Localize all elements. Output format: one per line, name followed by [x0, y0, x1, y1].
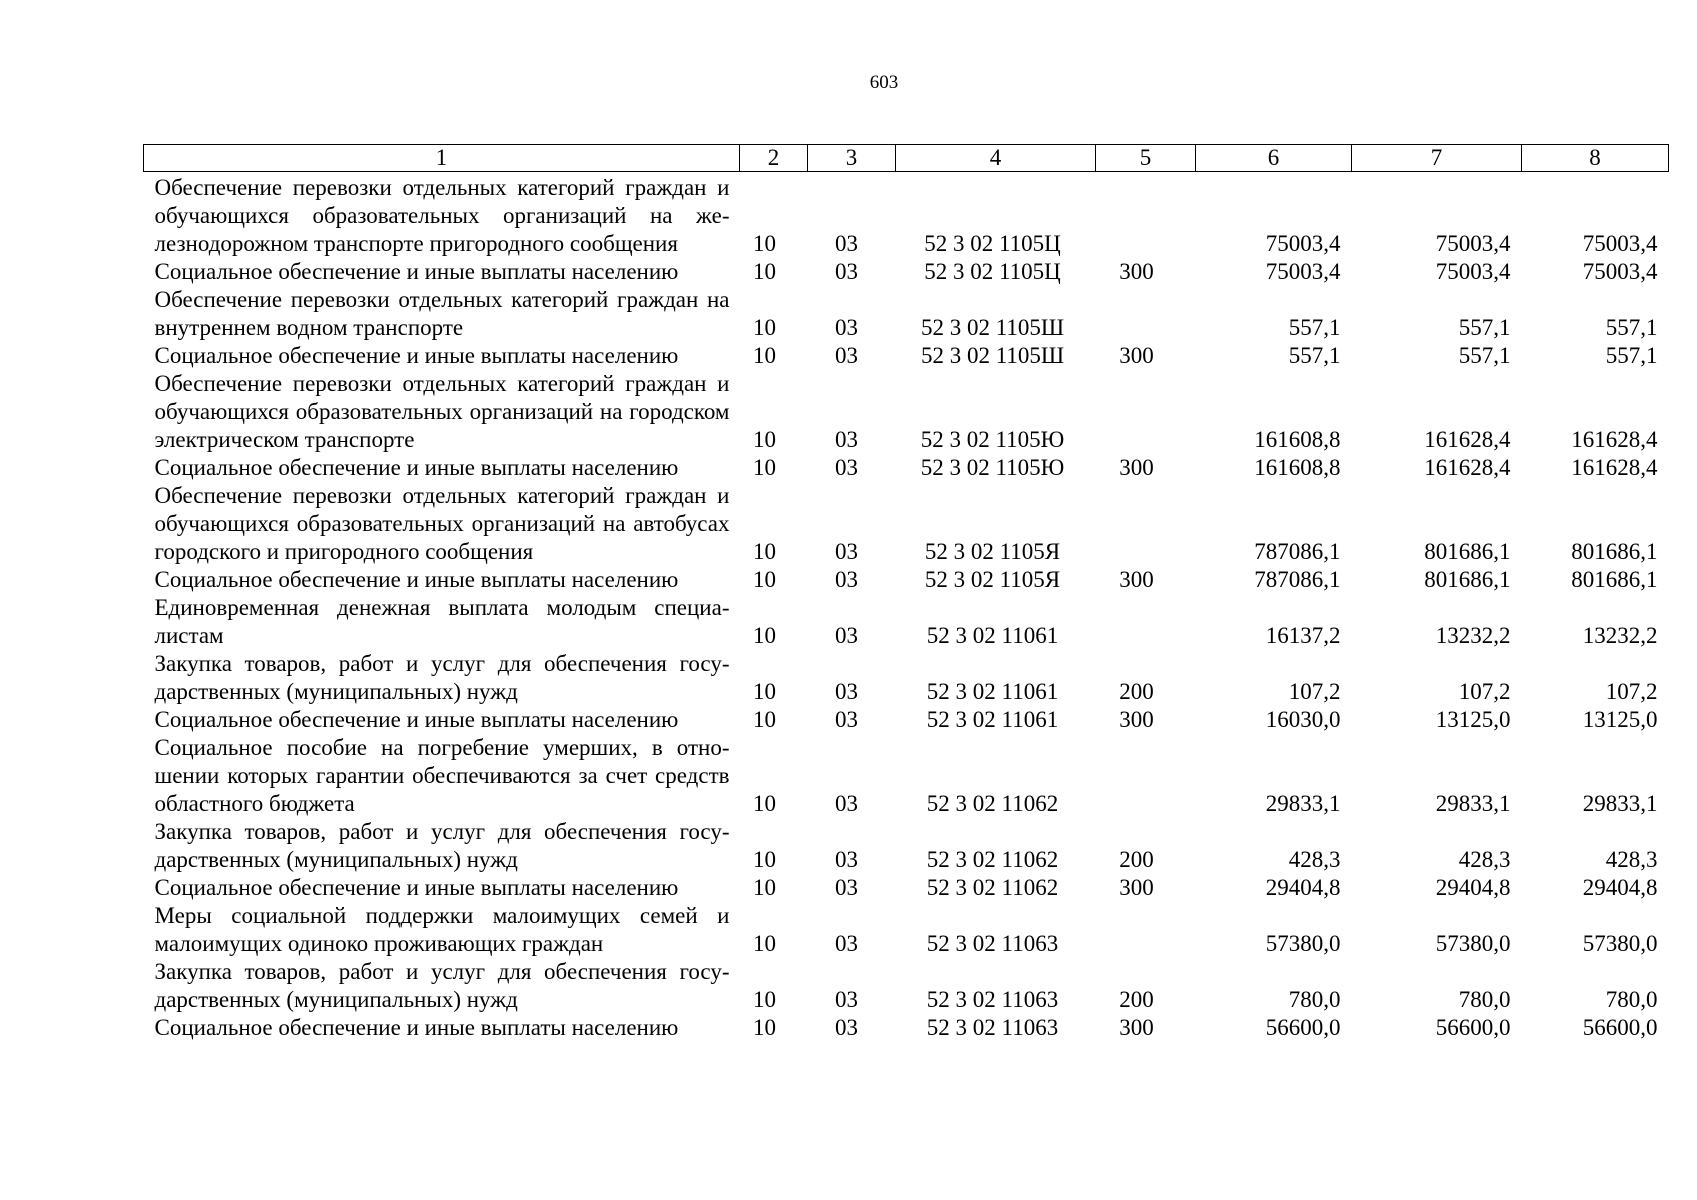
item-name: Единовременная денежная выплата молодым специалистам	[154, 595, 730, 648]
expense-type-code: 200	[1119, 987, 1154, 1012]
amount-col-6: 29404,8	[1265, 875, 1341, 900]
section-code: 10	[753, 427, 776, 452]
amount-col-6: 75003,4	[1265, 231, 1341, 256]
amount-col-8: 801686,1	[1571, 539, 1658, 564]
table-row	[144, 594, 1669, 650]
item-name: Обеспечение перевозки отдельных категорий граждан и обучающихся образовательных организаций на городском электрическом транспорте	[154, 371, 730, 452]
amount-col-7: 801686,1	[1424, 539, 1511, 564]
subsection-code: 03	[835, 231, 858, 256]
page-number: 603	[869, 72, 899, 93]
table-row	[144, 706, 1669, 734]
subsection-code: 03	[835, 679, 858, 704]
amount-col-6: 557,1	[1288, 315, 1341, 340]
expense-type-code: 200	[1119, 847, 1154, 872]
target-article-code: 52 3 02 11063	[926, 1015, 1059, 1040]
column-header-8: 8	[1522, 145, 1669, 172]
amount-col-8: 29833,1	[1582, 791, 1658, 816]
column-header-3: 3	[808, 145, 896, 172]
budget-table	[143, 144, 1669, 1042]
amount-col-8: 107,2	[1605, 679, 1658, 704]
amount-col-7: 161628,4	[1424, 427, 1511, 452]
target-article-code: 52 3 02 1105Я	[924, 567, 1061, 592]
section-code: 10	[753, 987, 776, 1012]
amount-col-7: 29833,1	[1435, 791, 1511, 816]
amount-col-8: 557,1	[1605, 315, 1658, 340]
amount-col-8: 29404,8	[1582, 875, 1658, 900]
section-code: 10	[753, 679, 776, 704]
expense-type-code	[1096, 734, 1196, 818]
section-code: 10	[753, 847, 776, 872]
table-row	[144, 566, 1669, 594]
subsection-code: 03	[835, 1015, 858, 1040]
expense-type-code	[1096, 370, 1196, 454]
expense-type-code: 300	[1119, 567, 1154, 592]
target-article-code: 52 3 02 11062	[926, 791, 1059, 816]
item-name: Социальное обеспечение и иные выплаты населению	[154, 259, 679, 284]
table-row	[144, 342, 1669, 370]
amount-col-6: 16030,0	[1265, 707, 1341, 732]
target-article-code: 52 3 02 11063	[926, 931, 1059, 956]
item-name: Социальное обеспечение и иные выплаты населению	[154, 1015, 679, 1040]
target-article-code: 52 3 02 1105Ц	[924, 231, 1061, 256]
section-code: 10	[753, 623, 776, 648]
target-article-code: 52 3 02 1105Ш	[920, 343, 1065, 368]
section-code: 10	[753, 315, 776, 340]
subsection-code: 03	[835, 315, 858, 340]
subsection-code: 03	[835, 987, 858, 1012]
subsection-code: 03	[835, 567, 858, 592]
subsection-code: 03	[835, 427, 858, 452]
amount-col-8: 161628,4	[1571, 455, 1658, 480]
target-article-code: 52 3 02 11061	[926, 707, 1059, 732]
section-code: 10	[753, 231, 776, 256]
subsection-code: 03	[835, 931, 858, 956]
table-row	[144, 286, 1669, 342]
table-row	[144, 902, 1669, 958]
table-row	[144, 370, 1669, 454]
amount-col-7: 29404,8	[1435, 875, 1511, 900]
item-name: Закупка товаров, работ и услуг для обеспечения государственных (муниципальных) нужд	[154, 651, 730, 704]
amount-col-8: 13125,0	[1582, 707, 1658, 732]
amount-col-8: 780,0	[1605, 987, 1658, 1012]
section-code: 10	[753, 539, 776, 564]
subsection-code: 03	[835, 343, 858, 368]
column-header-7: 7	[1352, 145, 1522, 172]
target-article-code: 52 3 02 11062	[926, 875, 1059, 900]
section-code: 10	[753, 931, 776, 956]
amount-col-6: 56600,0	[1265, 1015, 1341, 1040]
item-name: Социальное обеспечение и иные выплаты населению	[154, 875, 679, 900]
section-code: 10	[753, 455, 776, 480]
amount-col-6: 161608,8	[1254, 455, 1341, 480]
amount-col-6: 29833,1	[1265, 791, 1341, 816]
amount-col-7: 13232,2	[1435, 623, 1511, 648]
subsection-code: 03	[835, 791, 858, 816]
column-header-6: 6	[1196, 145, 1352, 172]
column-header-5: 5	[1096, 145, 1196, 172]
expense-type-code: 300	[1119, 707, 1154, 732]
item-name: Обеспечение перевозки отдельных категорий граждан на внутреннем водном транспорте	[154, 287, 730, 340]
item-name: Обеспечение перевозки отдельных категорий граждан и обучающихся образовательных организаций на автобусах городского и пригородного сообщения	[154, 483, 730, 564]
expense-type-code: 300	[1119, 259, 1154, 284]
amount-col-7: 428,3	[1458, 847, 1511, 872]
column-header-4: 4	[896, 145, 1096, 172]
target-article-code: 52 3 02 1105Ю	[920, 455, 1065, 480]
table-row	[144, 258, 1669, 286]
table-body	[144, 172, 1669, 1043]
subsection-code: 03	[835, 623, 858, 648]
expense-type-code	[1096, 482, 1196, 566]
amount-col-8: 56600,0	[1582, 1015, 1658, 1040]
amount-col-8: 75003,4	[1582, 231, 1658, 256]
target-article-code: 52 3 02 1105Ю	[920, 427, 1065, 452]
subsection-code: 03	[835, 455, 858, 480]
amount-col-7: 780,0	[1458, 987, 1511, 1012]
table-row	[144, 172, 1669, 259]
expense-type-code	[1096, 286, 1196, 342]
amount-col-8: 801686,1	[1571, 567, 1658, 592]
expense-type-code: 300	[1119, 455, 1154, 480]
section-code: 10	[753, 259, 776, 284]
subsection-code: 03	[835, 259, 858, 284]
table-row	[144, 482, 1669, 566]
table-row	[144, 958, 1669, 1014]
item-name: Обеспечение перевозки отдельных категорий граждан и обучающихся образовательных организаций на железнодорожном транспорте пригородного сообщения	[154, 175, 730, 256]
section-code: 10	[753, 567, 776, 592]
amount-col-7: 801686,1	[1424, 567, 1511, 592]
item-name: Социальное обеспечение и иные выплаты населению	[154, 707, 679, 732]
table-header	[144, 145, 1669, 172]
subsection-code: 03	[835, 707, 858, 732]
target-article-code: 52 3 02 1105Ц	[924, 259, 1061, 284]
amount-col-8: 57380,0	[1582, 931, 1658, 956]
amount-col-6: 428,3	[1288, 847, 1341, 872]
section-code: 10	[753, 343, 776, 368]
amount-col-6: 57380,0	[1265, 931, 1341, 956]
item-name: Закупка товаров, работ и услуг для обеспечения государственных (муниципальных) нужд	[154, 959, 730, 1012]
amount-col-7: 57380,0	[1435, 931, 1511, 956]
amount-col-6: 787086,1	[1254, 567, 1341, 592]
target-article-code: 52 3 02 11062	[926, 847, 1059, 872]
section-code: 10	[753, 791, 776, 816]
amount-col-6: 16137,2	[1265, 623, 1341, 648]
section-code: 10	[753, 1015, 776, 1040]
item-name: Социальное обеспечение и иные выплаты населению	[154, 343, 679, 368]
amount-col-6: 161608,8	[1254, 427, 1341, 452]
amount-col-6: 780,0	[1288, 987, 1341, 1012]
amount-col-7: 75003,4	[1435, 259, 1511, 284]
expense-type-code: 300	[1119, 875, 1154, 900]
table-row	[144, 454, 1669, 482]
item-name: Социальное пособие на погребение умерших, в отношении которых гарантии обеспечиваются за счет средств областного бюджета	[154, 735, 730, 816]
subsection-code: 03	[835, 875, 858, 900]
target-article-code: 52 3 02 11063	[926, 987, 1059, 1012]
column-header-2: 2	[740, 145, 808, 172]
amount-col-7: 557,1	[1458, 315, 1511, 340]
amount-col-7: 107,2	[1458, 679, 1511, 704]
amount-col-8: 13232,2	[1582, 623, 1658, 648]
amount-col-7: 161628,4	[1424, 455, 1511, 480]
target-article-code: 52 3 02 1105Я	[924, 539, 1061, 564]
table-row	[144, 818, 1669, 874]
expense-type-code	[1096, 172, 1196, 259]
subsection-code: 03	[835, 539, 858, 564]
table-row	[144, 650, 1669, 706]
amount-col-8: 428,3	[1605, 847, 1658, 872]
table-row	[144, 874, 1669, 902]
amount-col-8: 75003,4	[1582, 259, 1658, 284]
target-article-code: 52 3 02 11061	[926, 679, 1059, 704]
expense-type-code	[1096, 594, 1196, 650]
section-code: 10	[753, 875, 776, 900]
header-row	[144, 145, 1669, 172]
column-header-1: 1	[144, 145, 740, 172]
target-article-code: 52 3 02 11061	[926, 623, 1059, 648]
amount-col-8: 557,1	[1605, 343, 1658, 368]
target-article-code: 52 3 02 1105Ш	[920, 315, 1065, 340]
expense-type-code: 300	[1119, 1015, 1154, 1040]
subsection-code: 03	[835, 847, 858, 872]
table-row	[144, 1014, 1669, 1042]
section-code: 10	[753, 707, 776, 732]
amount-col-6: 107,2	[1288, 679, 1341, 704]
item-name: Социальное обеспечение и иные выплаты населению	[154, 455, 679, 480]
amount-col-6: 75003,4	[1265, 259, 1341, 284]
item-name: Меры социальной поддержки малоимущих семей и малоимущих одиноко проживающих граждан	[154, 903, 730, 956]
amount-col-6: 787086,1	[1254, 539, 1341, 564]
item-name: Закупка товаров, работ и услуг для обеспечения государственных (муниципальных) нужд	[154, 819, 730, 872]
expense-type-code	[1096, 902, 1196, 958]
table-row	[144, 734, 1669, 818]
amount-col-6: 557,1	[1288, 343, 1341, 368]
amount-col-7: 13125,0	[1435, 707, 1511, 732]
amount-col-7: 56600,0	[1435, 1015, 1511, 1040]
expense-type-code: 200	[1119, 679, 1154, 704]
amount-col-8: 161628,4	[1571, 427, 1658, 452]
amount-col-7: 75003,4	[1435, 231, 1511, 256]
amount-col-7: 557,1	[1458, 343, 1511, 368]
expense-type-code: 300	[1119, 343, 1154, 368]
item-name: Социальное обеспечение и иные выплаты населению	[154, 567, 679, 592]
